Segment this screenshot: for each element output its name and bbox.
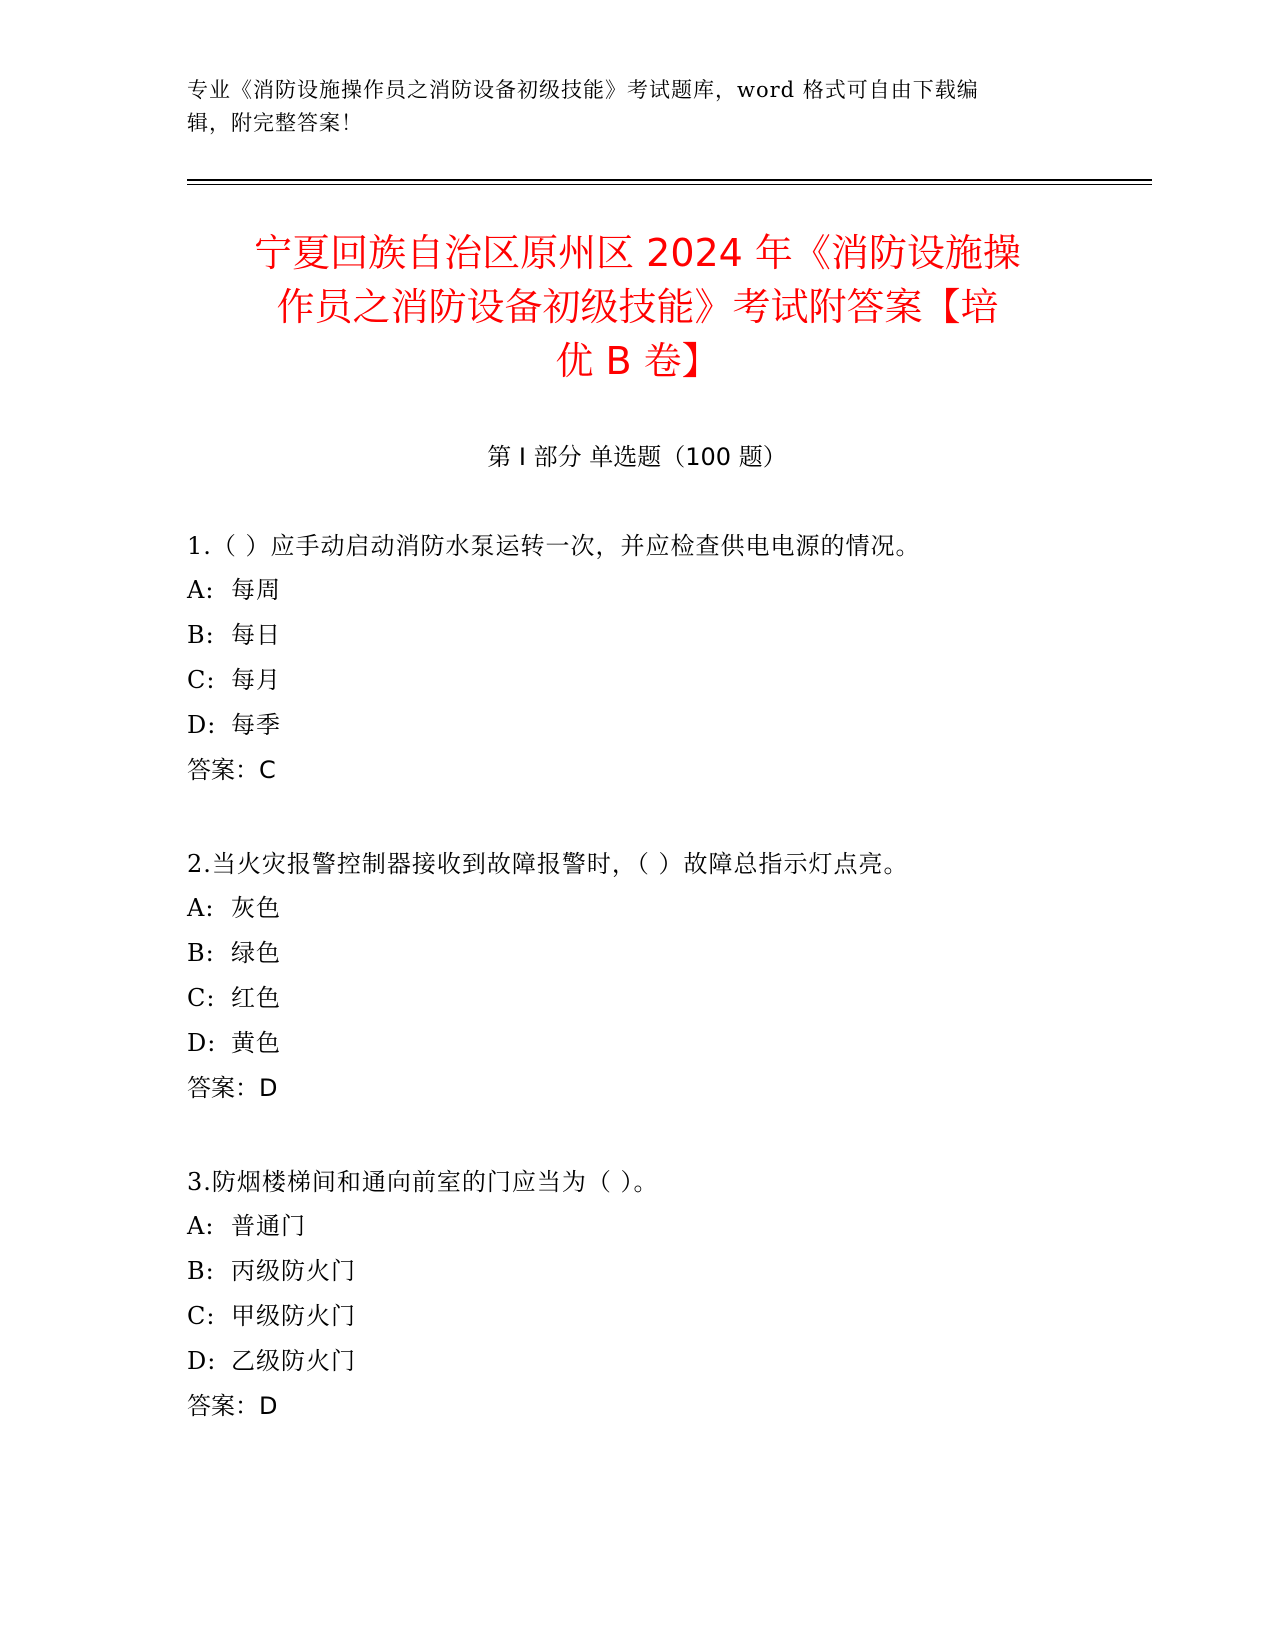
option-key: A:	[187, 894, 215, 922]
answer-line: 答案：D	[187, 1074, 278, 1102]
option-text: 乙级防火门	[231, 1347, 356, 1375]
question-stem: 3.防烟楼梯间和通向前室的门应当为（ ）。	[187, 1168, 659, 1196]
option-key: A:	[187, 1212, 215, 1240]
option-key: D:	[187, 711, 217, 739]
option-text: 黄色	[231, 1029, 281, 1057]
option-key: A:	[187, 576, 215, 604]
section-heading: 第 I 部分 单选题（100 题）	[487, 443, 787, 471]
option-text: 绿色	[231, 939, 281, 967]
option-key: C:	[187, 666, 216, 694]
option-text: 每月	[231, 666, 281, 694]
option-text: 灰色	[231, 894, 281, 922]
option-c	[187, 664, 1147, 709]
option-c	[187, 982, 1147, 1027]
option-text: 每周	[231, 576, 281, 604]
option-a	[187, 892, 1147, 937]
option-d	[187, 709, 1147, 754]
option-key: C:	[187, 1302, 216, 1330]
option-key: B:	[187, 1257, 215, 1285]
document-title-line-2: 作员之消防设备初级技能》考试附答案【培	[276, 285, 999, 329]
option-key: B:	[187, 939, 215, 967]
option-key: C:	[187, 984, 216, 1012]
document-title-line-3: 优 B 卷】	[555, 339, 720, 383]
option-text: 丙级防火门	[231, 1257, 356, 1285]
document-title	[160, 226, 1115, 388]
option-key: D:	[187, 1347, 217, 1375]
option-c	[187, 1300, 1147, 1345]
header-note	[187, 74, 1067, 140]
option-key: B:	[187, 621, 215, 649]
option-b	[187, 1255, 1147, 1300]
option-text: 普通门	[231, 1212, 306, 1240]
question-stem: 2.当火灾报警控制器接收到故障报警时，（ ）故障总指示灯点亮。	[187, 850, 909, 878]
option-text: 每日	[231, 621, 281, 649]
option-d	[187, 1345, 1147, 1390]
option-b	[187, 937, 1147, 982]
header-note-line-2: 辑，附完整答案！	[187, 111, 363, 135]
option-text: 红色	[231, 984, 281, 1012]
answer-line: 答案：C	[187, 756, 276, 784]
header-rule-thin	[187, 184, 1152, 185]
option-b	[187, 619, 1147, 664]
question-stem: 1.（ ）应手动启动消防水泵运转一次，并应检查供电电源的情况。	[187, 532, 921, 560]
answer-line: 答案：D	[187, 1392, 278, 1420]
option-text: 每季	[231, 711, 281, 739]
document-title-line-1: 宁夏回族自治区原州区 2024 年《消防设施操	[254, 231, 1021, 275]
option-key: D:	[187, 1029, 217, 1057]
question-2	[187, 848, 1147, 1116]
option-a	[187, 1210, 1147, 1255]
header-rule-thick	[187, 179, 1152, 181]
option-d	[187, 1027, 1147, 1072]
option-text: 甲级防火门	[231, 1302, 356, 1330]
question-3	[187, 1166, 1147, 1434]
question-1	[187, 530, 1147, 798]
header-note-line-1: 专业《消防设施操作员之消防设备初级技能》考试题库，word 格式可自由下载编	[187, 78, 979, 102]
option-a	[187, 574, 1147, 619]
